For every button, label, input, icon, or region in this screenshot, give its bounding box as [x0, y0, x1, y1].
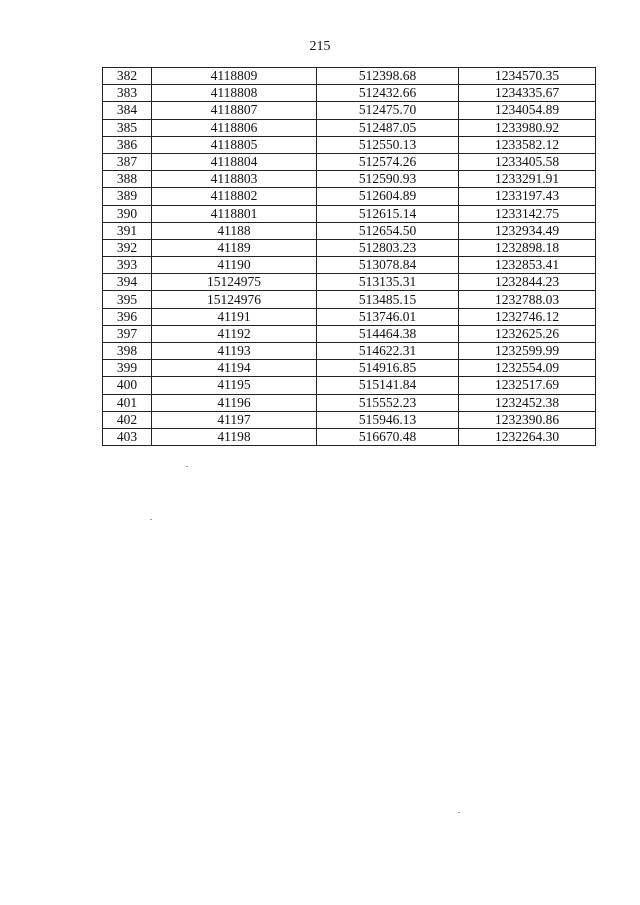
point-id-cell: 41188	[152, 222, 317, 239]
y-coordinate-cell: 1232452.38	[459, 394, 596, 411]
table-row	[103, 377, 596, 394]
row-number-cell: 384	[103, 102, 152, 119]
table-body	[103, 68, 596, 446]
point-id-cell: 41192	[152, 325, 317, 342]
scan-speck	[150, 519, 152, 520]
table-row	[103, 68, 596, 85]
row-number-cell: 402	[103, 411, 152, 428]
y-coordinate-cell: 1232853.41	[459, 257, 596, 274]
row-number-cell: 394	[103, 274, 152, 291]
point-id-cell: 41197	[152, 411, 317, 428]
row-number-cell: 400	[103, 377, 152, 394]
table-row	[103, 291, 596, 308]
x-coordinate-cell: 512654.50	[317, 222, 459, 239]
y-coordinate-cell: 1233142.75	[459, 205, 596, 222]
y-coordinate-cell: 1232264.30	[459, 428, 596, 445]
y-coordinate-cell: 1232788.03	[459, 291, 596, 308]
table-row	[103, 171, 596, 188]
point-id-cell: 41194	[152, 360, 317, 377]
point-id-cell: 41190	[152, 257, 317, 274]
y-coordinate-cell: 1234054.89	[459, 102, 596, 119]
scan-speck	[458, 812, 460, 813]
point-id-cell: 41195	[152, 377, 317, 394]
row-number-cell: 382	[103, 68, 152, 85]
row-number-cell: 385	[103, 119, 152, 136]
row-number-cell: 403	[103, 428, 152, 445]
row-number-cell: 398	[103, 343, 152, 360]
table-row	[103, 102, 596, 119]
point-id-cell: 41198	[152, 428, 317, 445]
x-coordinate-cell: 512604.89	[317, 188, 459, 205]
y-coordinate-cell: 1233197.43	[459, 188, 596, 205]
x-coordinate-cell: 512487.05	[317, 119, 459, 136]
table-row	[103, 428, 596, 445]
x-coordinate-cell: 512475.70	[317, 102, 459, 119]
x-coordinate-cell: 514916.85	[317, 360, 459, 377]
row-number-cell: 390	[103, 205, 152, 222]
table-row	[103, 153, 596, 170]
table-row	[103, 325, 596, 342]
point-id-cell: 4118803	[152, 171, 317, 188]
row-number-cell: 391	[103, 222, 152, 239]
coordinates-table	[102, 67, 596, 446]
table-row	[103, 188, 596, 205]
table-row	[103, 360, 596, 377]
row-number-cell: 393	[103, 257, 152, 274]
table-row	[103, 205, 596, 222]
x-coordinate-cell: 515946.13	[317, 411, 459, 428]
x-coordinate-cell: 513485.15	[317, 291, 459, 308]
row-number-cell: 387	[103, 153, 152, 170]
x-coordinate-cell: 514622.31	[317, 343, 459, 360]
x-coordinate-cell: 513135.31	[317, 274, 459, 291]
x-coordinate-cell: 515552.23	[317, 394, 459, 411]
table-row	[103, 239, 596, 256]
table-row	[103, 274, 596, 291]
row-number-cell: 386	[103, 136, 152, 153]
row-number-cell: 392	[103, 239, 152, 256]
row-number-cell: 396	[103, 308, 152, 325]
row-number-cell: 399	[103, 360, 152, 377]
y-coordinate-cell: 1234335.67	[459, 85, 596, 102]
point-id-cell: 4118808	[152, 85, 317, 102]
x-coordinate-cell: 512550.13	[317, 136, 459, 153]
table-row	[103, 119, 596, 136]
x-coordinate-cell: 512574.26	[317, 153, 459, 170]
point-id-cell: 41189	[152, 239, 317, 256]
point-id-cell: 4118801	[152, 205, 317, 222]
y-coordinate-cell: 1233405.58	[459, 153, 596, 170]
x-coordinate-cell: 512398.68	[317, 68, 459, 85]
x-coordinate-cell: 516670.48	[317, 428, 459, 445]
table-row	[103, 411, 596, 428]
page-number: 215	[309, 39, 331, 54]
point-id-cell: 41191	[152, 308, 317, 325]
y-coordinate-cell: 1233582.12	[459, 136, 596, 153]
point-id-cell: 4118804	[152, 153, 317, 170]
x-coordinate-cell: 512590.93	[317, 171, 459, 188]
y-coordinate-cell: 1232746.12	[459, 308, 596, 325]
x-coordinate-cell: 513078.84	[317, 257, 459, 274]
x-coordinate-cell: 512432.66	[317, 85, 459, 102]
table-row	[103, 394, 596, 411]
y-coordinate-cell: 1232554.09	[459, 360, 596, 377]
row-number-cell: 388	[103, 171, 152, 188]
y-coordinate-cell: 1232517.69	[459, 377, 596, 394]
table-row	[103, 343, 596, 360]
row-number-cell: 397	[103, 325, 152, 342]
x-coordinate-cell: 514464.38	[317, 325, 459, 342]
point-id-cell: 4118809	[152, 68, 317, 85]
point-id-cell: 4118805	[152, 136, 317, 153]
x-coordinate-cell: 513746.01	[317, 308, 459, 325]
point-id-cell: 4118807	[152, 102, 317, 119]
table-row	[103, 136, 596, 153]
table-row	[103, 257, 596, 274]
table-row	[103, 222, 596, 239]
point-id-cell: 41193	[152, 343, 317, 360]
y-coordinate-cell: 1232625.26	[459, 325, 596, 342]
table-row	[103, 85, 596, 102]
x-coordinate-cell: 515141.84	[317, 377, 459, 394]
y-coordinate-cell: 1232898.18	[459, 239, 596, 256]
y-coordinate-cell: 1233980.92	[459, 119, 596, 136]
row-number-cell: 383	[103, 85, 152, 102]
point-id-cell: 4118806	[152, 119, 317, 136]
point-id-cell: 15124976	[152, 291, 317, 308]
y-coordinate-cell: 1233291.91	[459, 171, 596, 188]
point-id-cell: 15124975	[152, 274, 317, 291]
y-coordinate-cell: 1232599.99	[459, 343, 596, 360]
point-id-cell: 41196	[152, 394, 317, 411]
point-id-cell: 4118802	[152, 188, 317, 205]
x-coordinate-cell: 512803.23	[317, 239, 459, 256]
y-coordinate-cell: 1232844.23	[459, 274, 596, 291]
row-number-cell: 401	[103, 394, 152, 411]
y-coordinate-cell: 1232390.86	[459, 411, 596, 428]
row-number-cell: 389	[103, 188, 152, 205]
x-coordinate-cell: 512615.14	[317, 205, 459, 222]
table-row	[103, 308, 596, 325]
y-coordinate-cell: 1232934.49	[459, 222, 596, 239]
y-coordinate-cell: 1234570.35	[459, 68, 596, 85]
scan-speck	[186, 466, 188, 467]
row-number-cell: 395	[103, 291, 152, 308]
